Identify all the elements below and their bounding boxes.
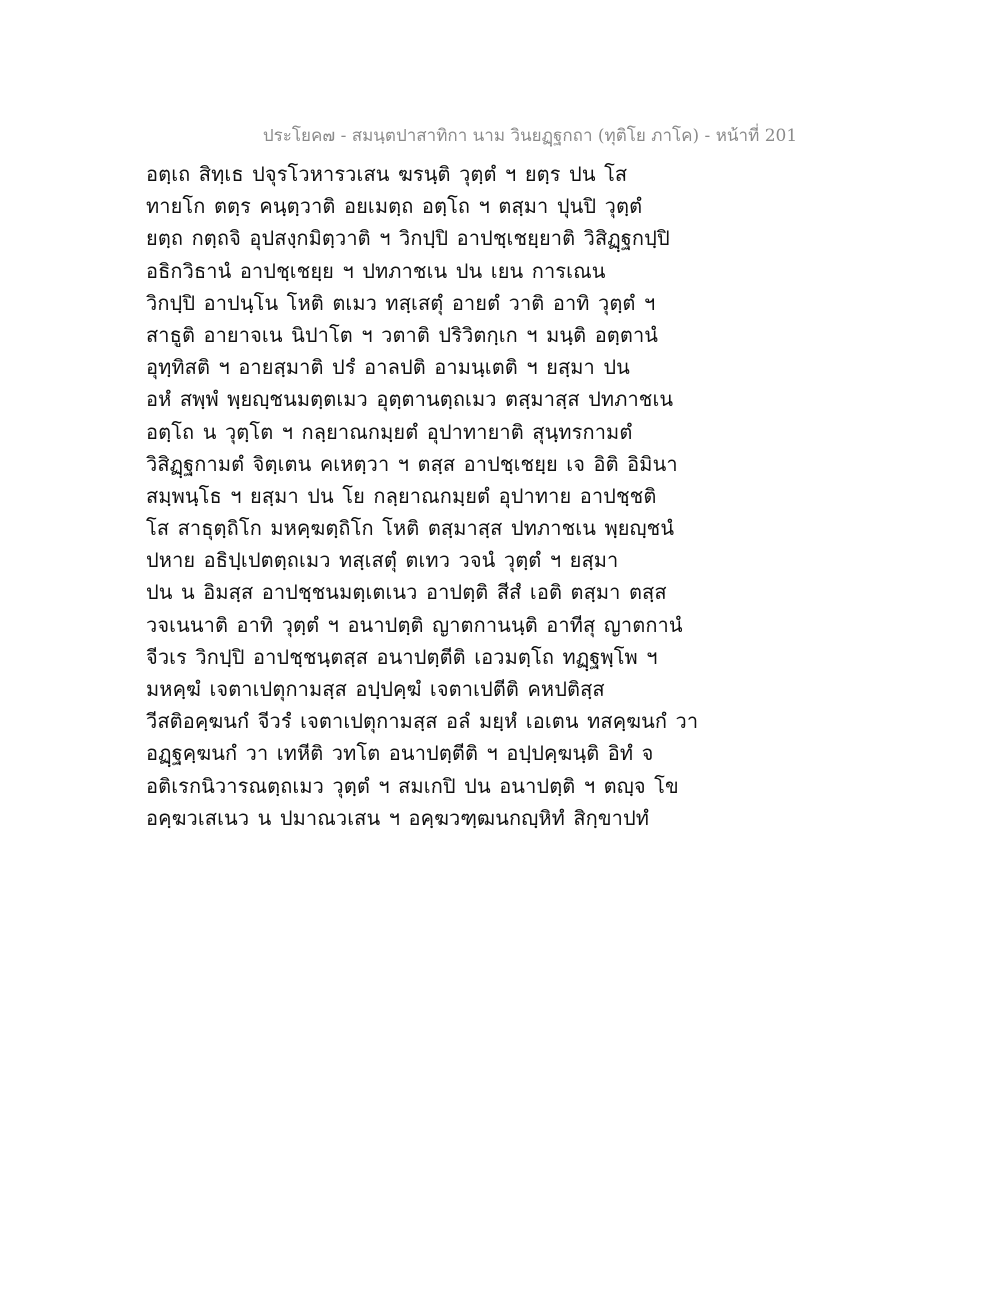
text-line: จีวเร วิกปฺปิ อาปชฺชนฺตสฺส อนาปตฺตีติ เอวมตฺโถ ทฏฺฐพฺโพ ฯ <box>146 644 658 669</box>
text-line: อฏฺฐคฺฆนกํ วา เทหีติ วทโต อนาปตฺตีติ ฯ อปฺปคฺฆนฺติ อิทํ จ <box>146 741 654 766</box>
text-line: วจเนนาติ อาทิ วุตฺตํ ฯ อนาปตฺติ ญาตกานนฺติ อาทีสุ ญาตกานํ <box>146 612 683 637</box>
text-line: ทายโก ตตฺร คนฺตฺวาติ อยเมตฺถ อตฺโถ ฯ ตสฺมา ปุนปิ วุตฺตํ <box>146 194 643 219</box>
text-line: มหคฺฆํ เจตาเปตุกามสฺส อปฺปคฺฆํ เจตาเปตีติ คหปติสฺส <box>146 677 605 701</box>
text-line: อคฺฆวเสเนว น ปมาณวเสน ฯ อคฺฆวฑฺฒนกญฺหิทํ สิกฺขาปทํ <box>146 805 650 830</box>
text-line: สมฺพนฺโธ ฯ ยสฺมา ปน โย กลฺยาณกมฺยตํ อุปาทาย อาปชฺชติ <box>146 483 657 508</box>
text-line: อตฺโถ น วุตฺโต ฯ กลฺยาณกมฺยตํ อุปาทายาติ สุนฺทรกามตํ <box>146 419 633 444</box>
text-line: ยตฺถ กตฺถจิ อุปสงฺกมิตฺวาติ ฯ วิกปฺปิ อาปชฺเชยฺยาติ วิสิฏฺฐกปฺปิ <box>146 226 670 251</box>
text-line: ปหาย อธิปฺเปตตฺถเมว ทสฺเสตุํ ตเทว วจนํ วุตฺตํ ฯ ยสฺมา <box>146 548 619 573</box>
text-line: อุทฺทิสติ ฯ อายสฺมาติ ปรํ อาลปติ อามนฺเตติ ฯ ยสฺมา ปน <box>146 355 630 380</box>
text-line: วิสิฏฺฐกามตํ จิตฺเตน คเหตฺวา ฯ ตสฺส อาปชฺเชยฺย เจ อิติ อิมินา <box>146 451 678 476</box>
text-line: อติเรกนิวารณตฺถเมว วุตฺตํ ฯ สมเกปิ ปน อนาปตฺติ ฯ ตญฺจ โข <box>146 773 679 798</box>
text-line: สาธูติ อายาจเน นิปาโต ฯ วตาติ ปริวิตกฺเก ฯ มนฺติ อตฺตานํ <box>146 322 659 347</box>
text-line: อตฺเถ สิทฺเธ ปจุรโวหารวเสน ฆรนฺติ วุตฺตํ ฯ ยตฺร ปน โส <box>146 162 628 186</box>
text-line: อธิกวิธานํ อาปชฺเชยฺย ฯ ปทภาชเน ปน เยน การเณน <box>146 258 606 283</box>
text-line: วิกปฺปิ อาปนฺโน โหติ ตเมว ทสฺเสตุํ อายตํ วาติ อาทิ วุตฺตํ ฯ <box>146 290 656 315</box>
text-line: โส สาธุตฺถิโก มหคฺฆตฺถิโก โหติ ตสฺมาสฺส ปทภาชเน พฺยญฺชนํ <box>146 516 675 541</box>
text-line: ปน น อิมสฺส อาปชฺชนมตฺเตเนว อาปตฺติ สีสํ เอติ ตสฺมา ตสฺส <box>146 580 667 605</box>
body-text <box>146 158 926 834</box>
page-header: ประโยค๗ - สมนฺตปาสาทิกา นาม วินยฏฺฐกถา (ทุติโย ภาโค) - หน้าที่ 201 <box>262 126 798 146</box>
text-line: อหํ สพฺพํ พฺยญฺชนมตฺตเมว อุตฺตานตฺถเมว ตสฺมาสฺส ปทภาชเน <box>146 387 674 412</box>
text-line: วีสติอคฺฆนกํ จีวรํ เจตาเปตุกามสฺส อลํ มยฺหํ เอเตน ทสคฺฆนกํ วา <box>146 709 699 734</box>
